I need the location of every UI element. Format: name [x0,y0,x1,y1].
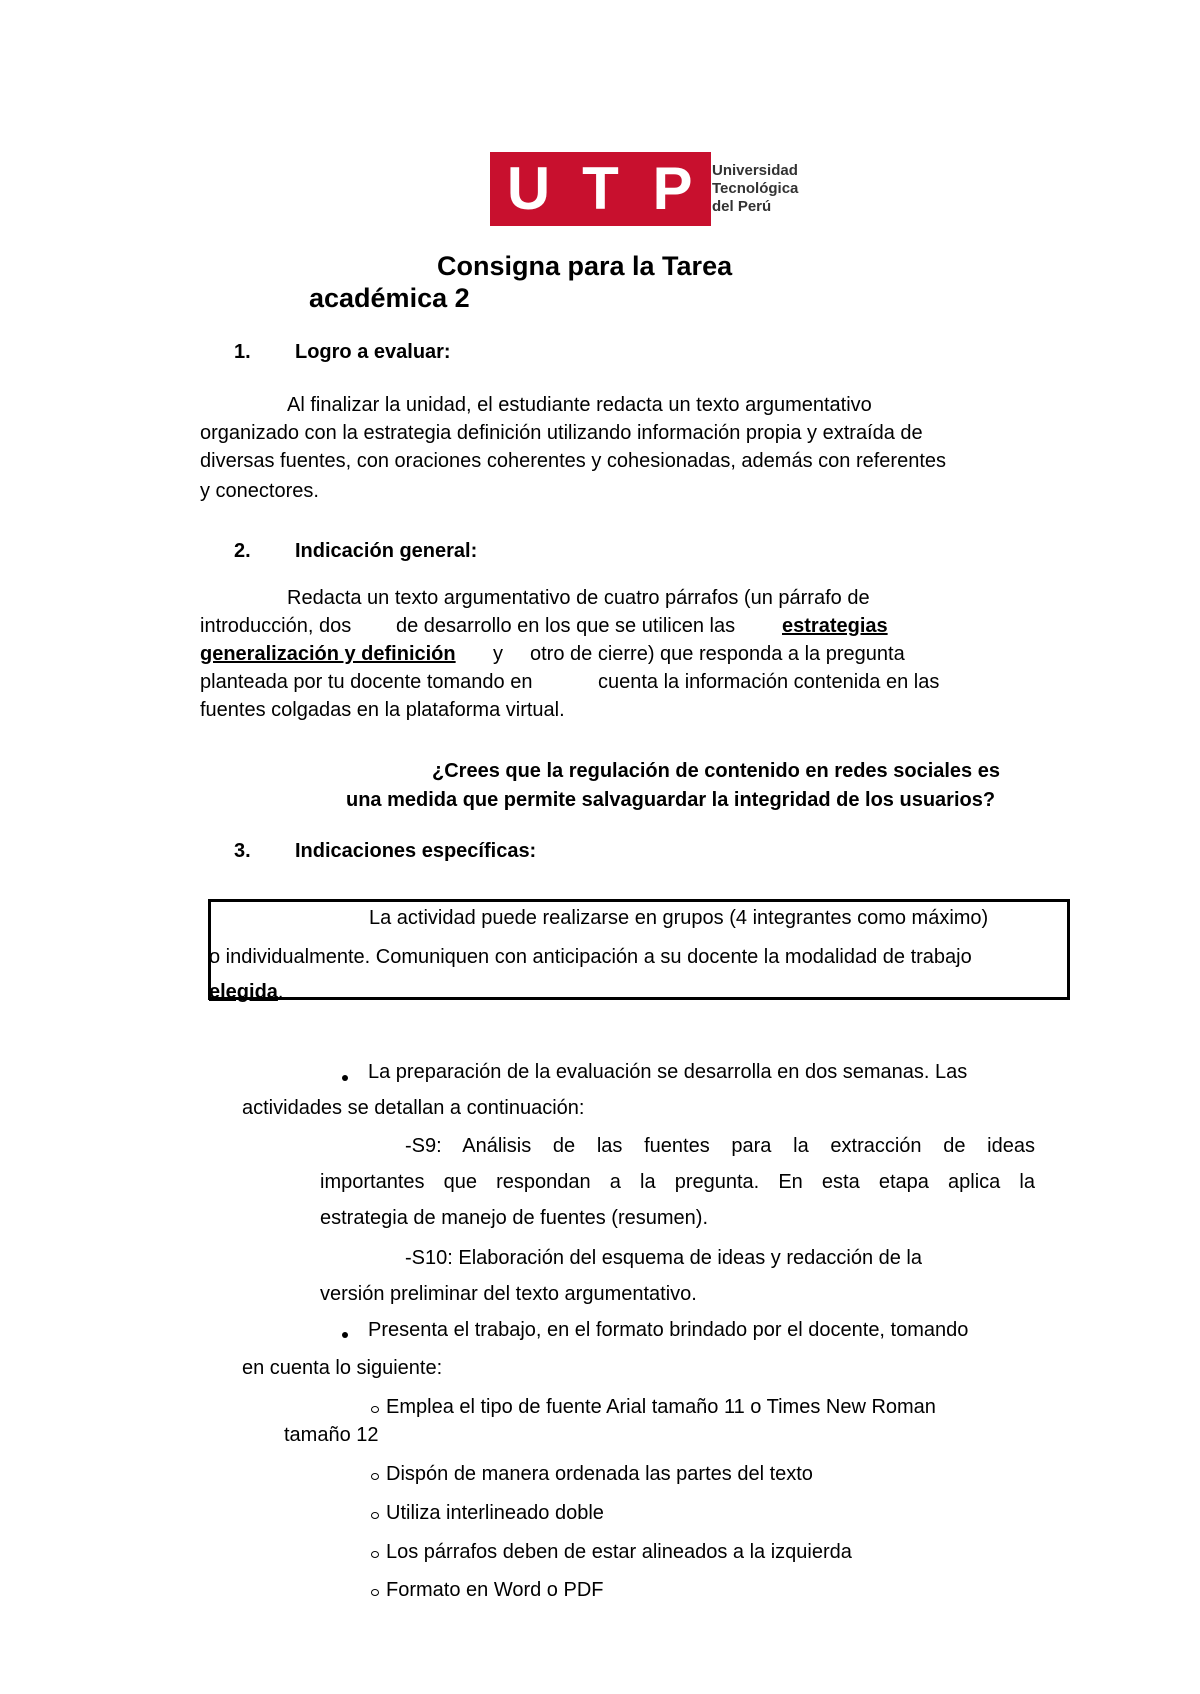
circle-bullet-icon [371,1551,379,1558]
section2-number: 2. [234,540,251,562]
section2-line: introducción, dos [200,615,352,637]
utp-logo [490,152,810,226]
section1-line: y conectores. [200,480,319,502]
section1-heading: Logro a evaluar: [295,341,451,363]
page-title-line1: Consigna para la Tarea [437,251,733,281]
notice-line: o individualmente. Comuniquen con anticipación a su docente la modalidad de trabajo [209,946,972,968]
logo-letter-u: U [490,152,567,226]
s10-text: versión preliminar del texto argumentativo. [320,1283,697,1305]
circle-bullet-icon [371,1473,379,1480]
logo-wordmark-line: Universidad [712,162,798,179]
guiding-question-line2: una medida que permite salvaguardar la integridad de los usuarios? [346,789,996,811]
section2-line: Redacta un texto argumentativo de cuatro párrafos (un párrafo de [287,587,870,609]
logo-wordmark [712,162,798,216]
s9-text: importantes que respondan a la pregunta. En esta etapa aplica la [320,1171,1035,1193]
notice-line [209,978,283,1006]
section2-line: otro de cierre) que responda a la pregunta [530,643,905,665]
bullet-text: La preparación de la evaluación se desarrolla en dos semanas. Las [368,1061,968,1083]
bullet-text: Presenta el trabajo, en el formato brindado por el docente, tomando [368,1319,969,1341]
circle-bullet-icon [371,1406,379,1413]
bullet-text: actividades se detallan a continuación: [242,1097,585,1119]
section2-heading: Indicación general: [295,540,478,562]
notice-period: . [277,981,284,1003]
section2-line: de desarrollo en los que se utilicen las [396,615,736,637]
section2-line: y [493,643,503,665]
circle-bullet-icon [371,1589,379,1596]
notice-line: La actividad puede realizarse en grupos (4 integrantes como máximo) [369,907,989,929]
bullet-icon [342,1332,348,1338]
s10-text: -S10: Elaboración del esquema de ideas y redacción de la [405,1247,922,1269]
section2-line: planteada por tu docente tomando en [200,671,533,693]
section1-number: 1. [234,341,251,363]
logo-wordmark-line: del Perú [712,198,772,215]
guiding-question-line1: ¿Crees que la regulación de contenido en redes sociales es [432,760,1000,782]
strategy-emphasis: estrategias [782,615,888,637]
notice-emphasis: elegida [209,981,278,1003]
bullet-text: en cuenta lo siguiente: [242,1357,443,1379]
circle-bullet-icon [371,1512,379,1519]
strategy-emphasis: generalización y definición [200,643,456,665]
section1-line: Al finalizar la unidad, el estudiante redacta un texto argumentativo [287,394,872,416]
section2-line: fuentes colgadas en la plataforma virtual. [200,699,565,721]
section1-line: diversas fuentes, con oraciones coherentes y cohesionadas, además con referentes [200,450,946,472]
section1-line: organizado con la estrategia definición utilizando información propia y extraída de [200,422,923,444]
logo-letter-t: T [562,152,639,226]
logo-wordmark-line: Tecnológica [712,180,799,197]
s9-text: estrategia de manejo de fuentes (resumen). [320,1207,708,1229]
section3-number: 3. [234,840,251,862]
s9-text: -S9: Análisis de las fuentes para la extracción de ideas [405,1135,1035,1157]
bullet-icon [342,1075,348,1081]
page-title-line2: académica 2 [309,283,470,313]
format-item: Utiliza interlineado doble [386,1502,604,1524]
format-item: Emplea el tipo de fuente Arial tamaño 11 o Times New Roman [386,1396,936,1418]
format-item: tamaño 12 [284,1424,379,1446]
section3-heading: Indicaciones específicas: [295,840,537,862]
format-item: Los párrafos deben de estar alineados a la izquierda [386,1541,852,1563]
format-item: Dispón de manera ordenada las partes del texto [386,1463,813,1485]
logo-letter-p: P [634,152,711,226]
format-item: Formato en Word o PDF [386,1579,604,1601]
section2-line: cuenta la información contenida en las [598,671,940,693]
